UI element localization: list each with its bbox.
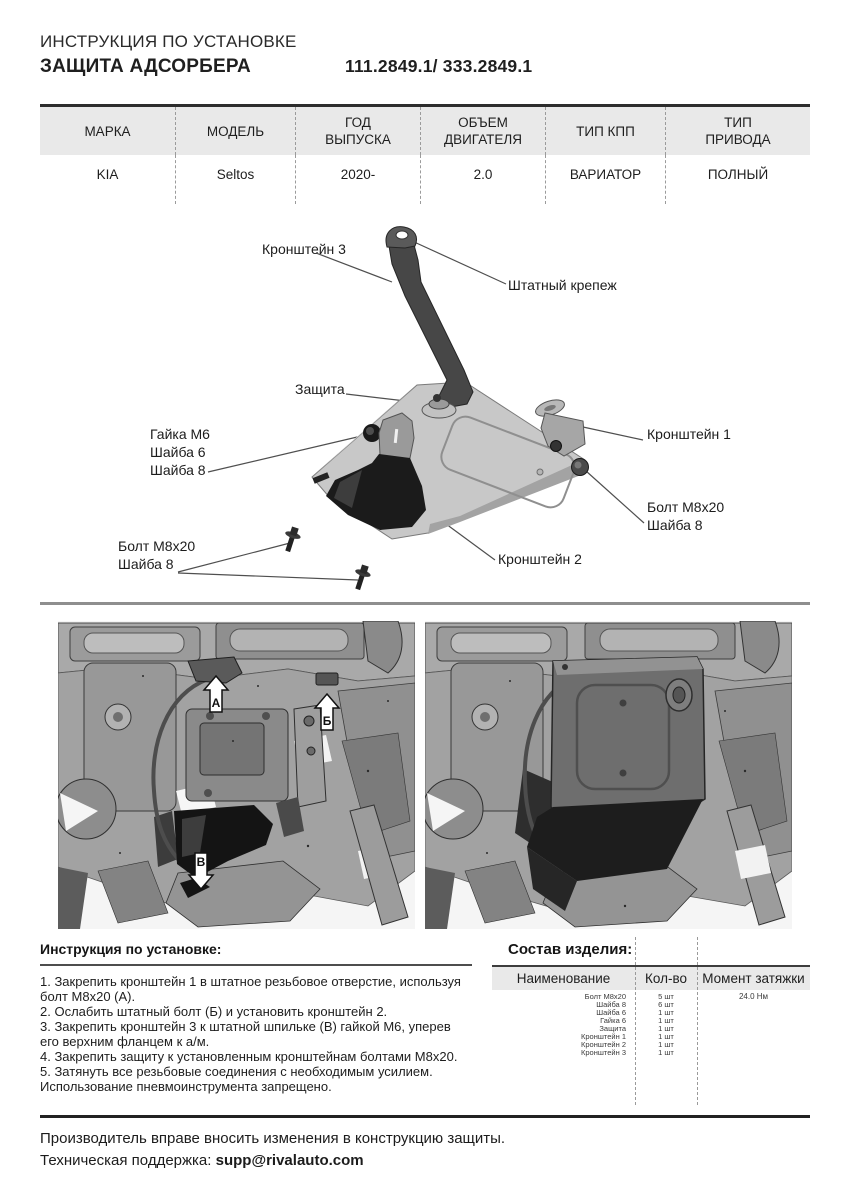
instruction-step: 3. Закрепить кронштейн 3 к штатной шпильке (В) гайкой М6, уперев его верхним фланцем к а/м. [40,1019,451,1049]
value-drive: ПОЛНЫЙ [665,155,810,204]
instruction-step: 4. Закрепить защиту к установленным кронштейнам болтами М8х20. [40,1049,458,1064]
bolt-right-shape [572,459,589,476]
parts-list [492,941,810,1094]
installation-instructions [40,941,472,1094]
support-line [40,1150,810,1172]
part-name: Болт М8х20 [584,992,626,1001]
part-name: Шайба 6 [596,1008,626,1017]
col-header-model: МОДЕЛЬ [175,107,295,155]
part-qty: 1 шт [658,1016,674,1025]
instructions-rule [40,964,472,966]
photo-shield-installed [425,621,792,929]
oem-bolt-point-b [316,673,338,685]
part-qty: 1 шт [658,1024,674,1033]
label-bolt-right: Болт М8х20 Шайба 8 [647,499,725,533]
part-numbers: 111.2849.1/ 333.2849.1 [345,56,533,76]
nut-m6-shape [363,424,381,442]
doc-type-label: ИНСТРУКЦИЯ ПО УСТАНОВКЕ [40,32,297,51]
part-torque: 24.0 Нм [738,992,769,1001]
col-header-gearbox: ТИП КПП [545,107,665,155]
manufacturer-note: Производитель вправе вносить изменения в конструкцию защиты. [40,1130,506,1147]
parts-col-name: Наименование [492,967,635,990]
label-bolt-left: Болт М8х20 Шайба 8 [118,538,196,572]
section-divider [40,602,810,605]
label-bracket2: Кронштейн 2 [498,551,582,567]
vehicle-spec-table [40,104,810,204]
parts-title: Состав изделия: [508,941,633,958]
part-name: Кронштейн 3 [581,1048,626,1057]
document-footer [40,1115,810,1172]
svg-text:Б: Б [322,714,332,728]
photo-mounting-points [58,621,415,929]
label-bracket1: Кронштейн 1 [647,426,731,442]
part-qty: 1 шт [658,1032,674,1041]
instruction-note: Использование пневмоинструмента запрещено. [40,1079,332,1094]
col-header-year: ГОД ВЫПУСКА [295,107,420,155]
svg-text:В: В [196,855,206,869]
part-name: Защита [599,1024,626,1033]
svg-text:А: А [211,696,221,710]
col-header-drive: ТИП ПРИВОДА [665,107,810,155]
part-qty: 1 шт [658,1040,674,1049]
label-shield: Защита [295,381,345,397]
part-qty: 6 шт [658,1000,674,1009]
part-qty: 1 шт [658,1008,674,1017]
col-header-engine: ОБЪЕМ ДВИГАТЕЛЯ [420,107,545,155]
document-header [40,31,810,81]
parts-table-rows [492,990,810,1057]
part-name: Кронштейн 1 [581,1032,626,1041]
value-marka: KIA [96,167,119,182]
value-engine: 2.0 [420,155,545,204]
part-name: Шайба 8 [596,1000,626,1009]
part-name: Гайка 6 [600,1016,626,1025]
title-row [40,55,810,81]
installation-photos [40,621,810,929]
parts-col-qty: Кол-во [635,967,697,990]
value-model: Seltos [175,155,295,204]
instruction-step: 1. Закрепить кронштейн 1 в штатное резьбовое отверстие, используя болт М8х20 (А). [40,974,461,1004]
col-header-marka: МАРКА [40,107,175,155]
label-bracket3: Кронштейн 3 [262,241,346,257]
instruction-step: 2. Ослабить штатный болт (Б) и установить кронштейн 2. [40,1004,388,1019]
loose-bolt-2 [350,563,373,592]
loose-bolt-1 [280,525,303,554]
parts-table-header [492,967,810,990]
bottom-section [40,941,810,1094]
value-year: 2020- [295,155,420,204]
exploded-view-diagram [40,220,810,603]
instruction-step: 5. Затянуть все резьбовые соединения с необходимым усилием. [40,1064,433,1079]
part-name: Кронштейн 2 [581,1040,626,1049]
instructions-title: Инструкция по установке: [40,941,222,957]
support-label: Техническая поддержка: [40,1152,212,1169]
support-email: supp@rivalauto.com [215,1152,364,1169]
value-gearbox: ВАРИАТОР [545,155,665,204]
product-title: ЗАЩИТА АДСОРБЕРА [40,56,251,77]
label-oem-fastener: Штатный крепеж [508,277,617,293]
label-nut-group: Гайка М6 Шайба 6 Шайба 8 [150,426,210,478]
part-qty: 5 шт [658,992,674,1001]
part-qty: 1 шт [658,1048,674,1057]
parts-col-torque: Момент затяжки [697,967,810,990]
